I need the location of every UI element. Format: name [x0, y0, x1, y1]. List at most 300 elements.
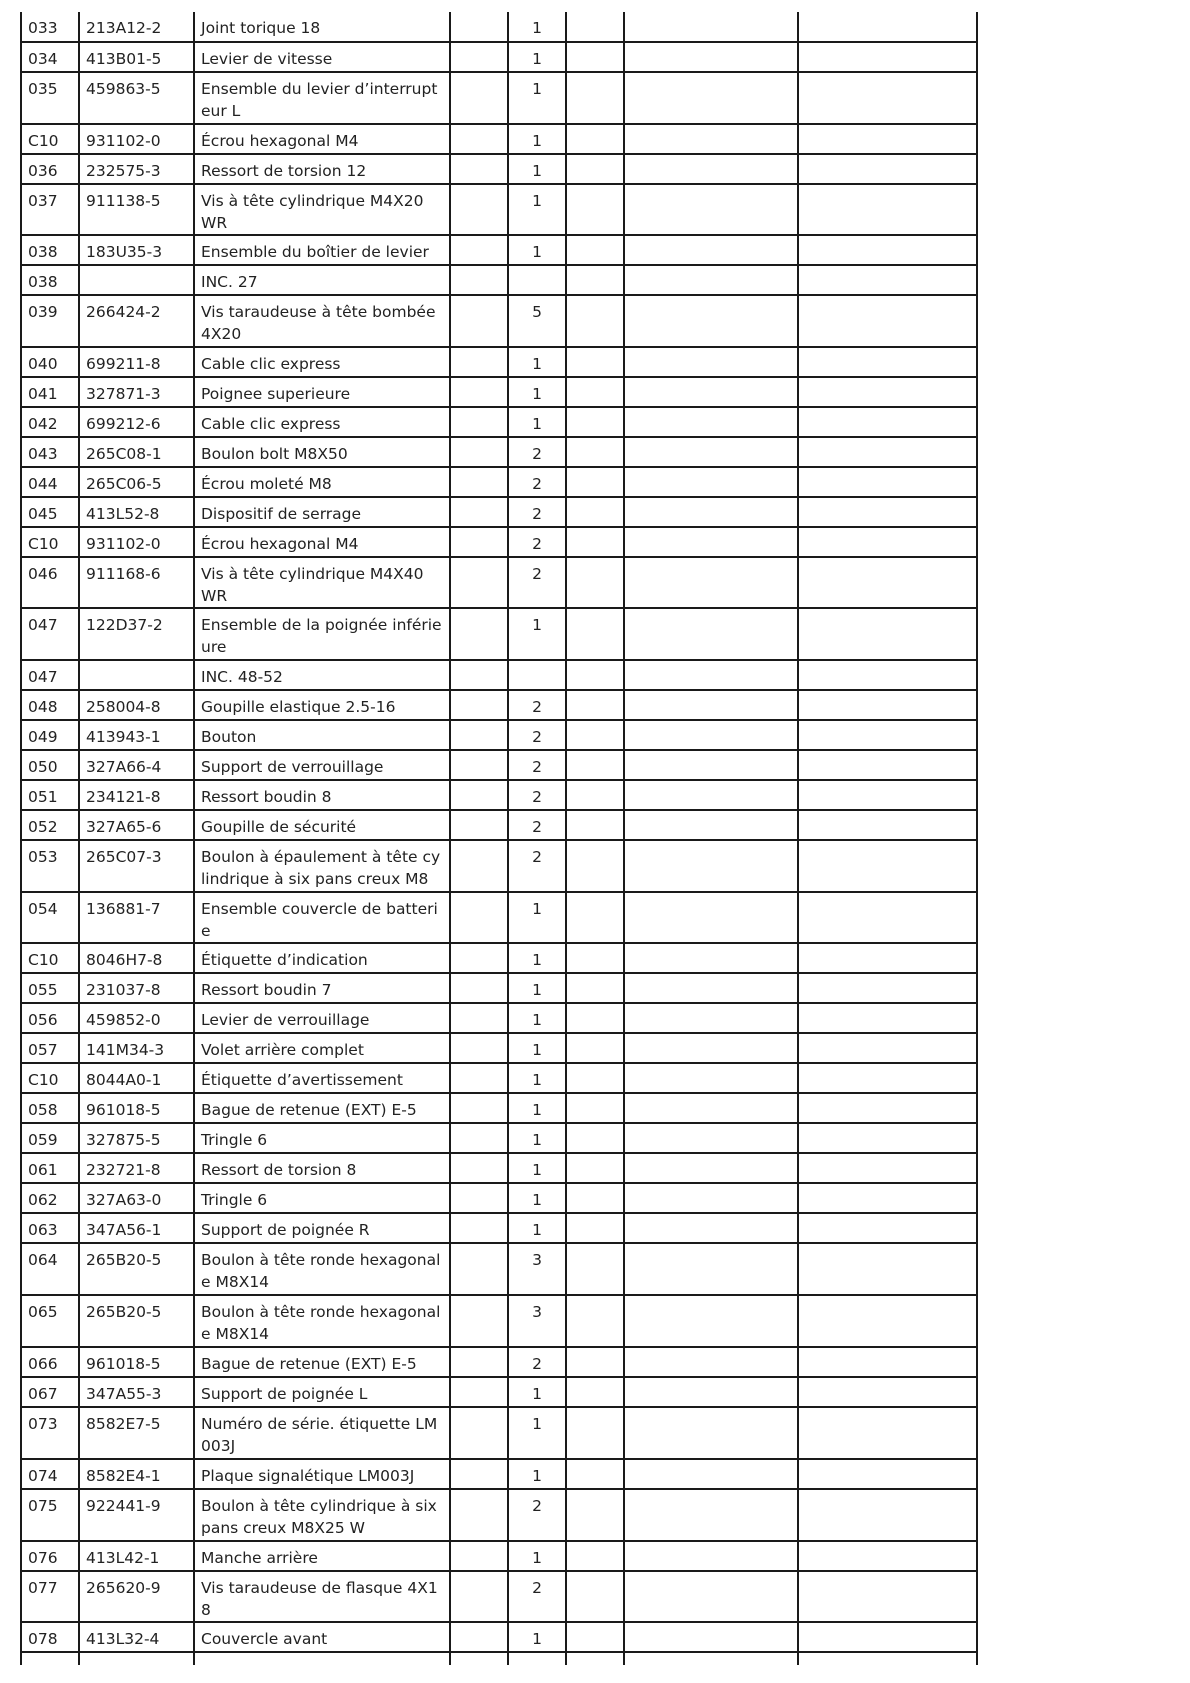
empty-cell [450, 1571, 508, 1622]
part-number-cell: 922441-9 [79, 1489, 194, 1541]
empty-cell [624, 557, 798, 608]
empty-cell [624, 235, 798, 265]
item-number-cell: 037 [21, 184, 79, 235]
item-number-cell: 049 [21, 720, 79, 750]
quantity-cell: 1 [508, 377, 566, 407]
empty-cell [624, 347, 798, 377]
empty-cell [624, 1243, 798, 1295]
empty-cell [566, 12, 624, 42]
empty-cell [450, 377, 508, 407]
item-number-cell: 067 [21, 1377, 79, 1407]
empty-cell [450, 1243, 508, 1295]
part-number-cell: 327871-3 [79, 377, 194, 407]
table-row [21, 810, 977, 840]
table-row [21, 1093, 977, 1123]
empty-cell [450, 154, 508, 184]
table-row [21, 42, 977, 72]
quantity-cell: 3 [508, 1295, 566, 1347]
part-number-cell: 8046H7-8 [79, 943, 194, 973]
quantity-cell: 1 [508, 1063, 566, 1093]
empty-cell [624, 690, 798, 720]
empty-cell [624, 265, 798, 295]
part-number-cell [79, 660, 194, 690]
description-cell: Bouton [194, 720, 450, 750]
empty-cell [798, 1123, 977, 1153]
empty-cell [624, 608, 798, 660]
empty-cell [798, 1622, 977, 1652]
empty-cell [450, 235, 508, 265]
empty-cell [566, 750, 624, 780]
part-number-cell: 911138-5 [79, 184, 194, 235]
table-row [21, 690, 977, 720]
empty-cell [566, 124, 624, 154]
empty-cell [798, 1541, 977, 1571]
empty-cell [450, 1093, 508, 1123]
description-cell: Boulon à tête cylindrique à six pans creux M8X25 W [194, 1489, 450, 1541]
item-number-cell: 054 [21, 892, 79, 943]
part-number-cell: 232575-3 [79, 154, 194, 184]
description-cell: Levier de verrouillage [194, 1003, 450, 1033]
quantity-cell: 1 [508, 1183, 566, 1213]
empty-cell [450, 690, 508, 720]
table-row [21, 407, 977, 437]
empty-cell [798, 1093, 977, 1123]
empty-cell [450, 1377, 508, 1407]
quantity-cell: 1 [508, 72, 566, 124]
description-cell: INC. 27 [194, 265, 450, 295]
description-cell: Levier de vitesse [194, 42, 450, 72]
table-row [21, 608, 977, 660]
empty-cell [450, 780, 508, 810]
empty-cell [566, 1541, 624, 1571]
empty-cell [624, 295, 798, 347]
item-number-cell: 043 [21, 437, 79, 467]
quantity-cell: 1 [508, 154, 566, 184]
part-number-cell: 122D37-2 [79, 608, 194, 660]
empty-cell [450, 892, 508, 943]
quantity-cell: 1 [508, 184, 566, 235]
item-number-cell: 048 [21, 690, 79, 720]
quantity-cell: 1 [508, 1093, 566, 1123]
empty-cell [798, 1459, 977, 1489]
table-row [21, 1571, 977, 1622]
empty-cell [566, 72, 624, 124]
quantity-cell: 1 [508, 1003, 566, 1033]
empty-cell [798, 1407, 977, 1459]
empty-cell [450, 1622, 508, 1652]
quantity-cell: 1 [508, 124, 566, 154]
description-cell: Bague de retenue (EXT) E-5 [194, 1093, 450, 1123]
empty-cell [624, 1652, 798, 1665]
empty-cell [450, 407, 508, 437]
description-cell: Volet arrière complet [194, 1033, 450, 1063]
empty-cell [566, 1571, 624, 1622]
empty-cell [798, 72, 977, 124]
part-number-cell: 265B20-5 [79, 1243, 194, 1295]
part-number-cell: 413B01-5 [79, 42, 194, 72]
quantity-cell: 1 [508, 12, 566, 42]
quantity-cell: 2 [508, 497, 566, 527]
empty-cell [566, 42, 624, 72]
description-cell: Ressort boudin 8 [194, 780, 450, 810]
part-number-cell: 931102-0 [79, 527, 194, 557]
empty-cell [450, 527, 508, 557]
part-number-cell: 8582E4-1 [79, 1459, 194, 1489]
description-cell: Ensemble du boîtier de levier [194, 235, 450, 265]
empty-cell [566, 184, 624, 235]
description-cell: Vis taraudeuse de flasque 4X18 [194, 1571, 450, 1622]
part-number-cell: 327A65-6 [79, 810, 194, 840]
table-row [21, 1003, 977, 1033]
empty-cell [450, 1033, 508, 1063]
quantity-cell: 1 [508, 1459, 566, 1489]
empty-cell [624, 780, 798, 810]
table-row [21, 1347, 977, 1377]
empty-cell [566, 407, 624, 437]
part-number-cell: 327A63-0 [79, 1183, 194, 1213]
table-row [21, 750, 977, 780]
empty-cell [566, 1622, 624, 1652]
empty-cell [566, 943, 624, 973]
empty-cell [566, 1003, 624, 1033]
quantity-cell: 5 [508, 295, 566, 347]
item-number-cell: 073 [21, 1407, 79, 1459]
part-number-cell: 961018-5 [79, 1347, 194, 1377]
item-number-cell: 047 [21, 608, 79, 660]
table-row [21, 1123, 977, 1153]
quantity-cell: 1 [508, 973, 566, 1003]
quantity-cell: 2 [508, 1571, 566, 1622]
empty-cell [624, 892, 798, 943]
empty-cell [624, 407, 798, 437]
part-number-cell: 265C06-5 [79, 467, 194, 497]
empty-cell [624, 1153, 798, 1183]
empty-cell [566, 1652, 624, 1665]
table-row [21, 780, 977, 810]
item-number-cell: 066 [21, 1347, 79, 1377]
description-cell: Goupille de sécurité [194, 810, 450, 840]
description-cell: Tringle 6 [194, 1183, 450, 1213]
empty-cell [624, 1093, 798, 1123]
part-number-cell: 234121-8 [79, 780, 194, 810]
description-cell: Boulon bolt M8X50 [194, 437, 450, 467]
empty-cell [450, 810, 508, 840]
table-row [21, 1459, 977, 1489]
quantity-cell: 1 [508, 1123, 566, 1153]
empty-cell [798, 892, 977, 943]
item-number-cell: 038 [21, 265, 79, 295]
description-cell: Goupille elastique 2.5-16 [194, 690, 450, 720]
part-number-cell: 213A12-2 [79, 12, 194, 42]
item-number-cell: 046 [21, 557, 79, 608]
quantity-cell: 2 [508, 810, 566, 840]
description-cell: Étiquette d’avertissement [194, 1063, 450, 1093]
empty-cell [798, 377, 977, 407]
item-number-cell: 056 [21, 1003, 79, 1033]
empty-cell [450, 1407, 508, 1459]
item-number-cell: 051 [21, 780, 79, 810]
empty-cell [566, 347, 624, 377]
empty-cell [450, 720, 508, 750]
empty-cell [450, 1123, 508, 1153]
empty-cell [624, 1183, 798, 1213]
empty-cell [566, 1459, 624, 1489]
part-number-cell: 413L32-4 [79, 1622, 194, 1652]
empty-cell [450, 840, 508, 892]
quantity-cell: 2 [508, 720, 566, 750]
empty-cell [566, 295, 624, 347]
part-number-cell: 231037-8 [79, 973, 194, 1003]
empty-cell [566, 1377, 624, 1407]
part-number-cell: 136881-7 [79, 892, 194, 943]
empty-cell [624, 1123, 798, 1153]
quantity-cell: 2 [508, 840, 566, 892]
description-cell: Joint torique 18 [194, 12, 450, 42]
item-number-cell: 064 [21, 1243, 79, 1295]
empty-cell [624, 527, 798, 557]
empty-cell [624, 467, 798, 497]
empty-cell [566, 377, 624, 407]
description-cell: Boulon à épaulement à tête cylindrique à six pans creux M8 [194, 840, 450, 892]
quantity-cell: 1 [508, 943, 566, 973]
part-number-cell: 258004-8 [79, 690, 194, 720]
empty-cell [450, 943, 508, 973]
empty-cell [798, 1652, 977, 1665]
part-number-cell: 347A56-1 [79, 1213, 194, 1243]
description-cell: Écrou hexagonal M4 [194, 124, 450, 154]
empty-cell [624, 184, 798, 235]
item-number-cell: 053 [21, 840, 79, 892]
description-cell: INC. 48-52 [194, 660, 450, 690]
empty-cell [624, 1063, 798, 1093]
item-number-cell: 076 [21, 1541, 79, 1571]
empty-cell [624, 1459, 798, 1489]
empty-cell [450, 660, 508, 690]
part-number-cell: 141M34-3 [79, 1033, 194, 1063]
empty-cell [450, 12, 508, 42]
description-cell: Écrou moleté M8 [194, 467, 450, 497]
empty-cell [624, 1213, 798, 1243]
empty-cell [450, 184, 508, 235]
part-number-cell: 413L52-8 [79, 497, 194, 527]
table-row-continuation [21, 1652, 977, 1665]
quantity-cell: 1 [508, 235, 566, 265]
empty-cell [21, 1652, 79, 1665]
empty-cell [624, 1003, 798, 1033]
empty-cell [798, 407, 977, 437]
item-number-cell: 052 [21, 810, 79, 840]
table-row [21, 1407, 977, 1459]
empty-cell [450, 497, 508, 527]
empty-cell [624, 124, 798, 154]
part-number-cell: 183U35-3 [79, 235, 194, 265]
item-number-cell: 078 [21, 1622, 79, 1652]
item-number-cell: C10 [21, 527, 79, 557]
empty-cell [798, 1153, 977, 1183]
empty-cell [450, 1213, 508, 1243]
empty-cell [624, 1347, 798, 1377]
description-cell: Numéro de série. étiquette LM003J [194, 1407, 450, 1459]
item-number-cell: 057 [21, 1033, 79, 1063]
empty-cell [624, 943, 798, 973]
item-number-cell: 059 [21, 1123, 79, 1153]
description-cell: Ensemble couvercle de batterie [194, 892, 450, 943]
empty-cell [624, 1295, 798, 1347]
table-row [21, 1243, 977, 1295]
item-number-cell: 075 [21, 1489, 79, 1541]
table-row [21, 1489, 977, 1541]
quantity-cell: 1 [508, 1033, 566, 1063]
quantity-cell: 2 [508, 750, 566, 780]
item-number-cell: 047 [21, 660, 79, 690]
empty-cell [566, 1347, 624, 1377]
part-number-cell: 265C08-1 [79, 437, 194, 467]
quantity-cell: 2 [508, 527, 566, 557]
empty-cell [624, 1407, 798, 1459]
description-cell: Boulon à tête ronde hexagonale M8X14 [194, 1243, 450, 1295]
empty-cell [566, 154, 624, 184]
empty-cell [566, 1063, 624, 1093]
quantity-cell: 2 [508, 467, 566, 497]
description-cell: Cable clic express [194, 347, 450, 377]
empty-cell [624, 12, 798, 42]
table-row [21, 1033, 977, 1063]
item-number-cell: 042 [21, 407, 79, 437]
quantity-cell [508, 265, 566, 295]
description-cell: Boulon à tête ronde hexagonale M8X14 [194, 1295, 450, 1347]
empty-cell [566, 1489, 624, 1541]
item-number-cell: 044 [21, 467, 79, 497]
empty-cell [450, 437, 508, 467]
empty-cell [798, 608, 977, 660]
empty-cell [450, 750, 508, 780]
empty-cell [798, 1033, 977, 1063]
empty-cell [566, 1033, 624, 1063]
table-row [21, 527, 977, 557]
empty-cell [566, 810, 624, 840]
item-number-cell: 041 [21, 377, 79, 407]
empty-cell [450, 124, 508, 154]
table-row [21, 720, 977, 750]
item-number-cell: 038 [21, 235, 79, 265]
description-cell: Cable clic express [194, 407, 450, 437]
part-number-cell: 327875-5 [79, 1123, 194, 1153]
empty-cell [566, 235, 624, 265]
quantity-cell: 1 [508, 407, 566, 437]
empty-cell [450, 1489, 508, 1541]
description-cell: Poignee superieure [194, 377, 450, 407]
table-row [21, 1622, 977, 1652]
part-number-cell: 265C07-3 [79, 840, 194, 892]
description-cell: Vis à tête cylindrique M4X40 WR [194, 557, 450, 608]
empty-cell [566, 690, 624, 720]
description-cell: Manche arrière [194, 1541, 450, 1571]
empty-cell [624, 1489, 798, 1541]
empty-cell [450, 1459, 508, 1489]
empty-cell [566, 497, 624, 527]
table-row [21, 1295, 977, 1347]
part-number-cell: 413943-1 [79, 720, 194, 750]
empty-cell [798, 1063, 977, 1093]
table-row [21, 892, 977, 943]
empty-cell [798, 184, 977, 235]
empty-cell [194, 1652, 450, 1665]
empty-cell [624, 72, 798, 124]
empty-cell [450, 72, 508, 124]
empty-cell [450, 1153, 508, 1183]
item-number-cell: C10 [21, 943, 79, 973]
part-number-cell: 232721-8 [79, 1153, 194, 1183]
empty-cell [798, 1243, 977, 1295]
quantity-cell: 1 [508, 1153, 566, 1183]
item-number-cell: 061 [21, 1153, 79, 1183]
empty-cell [798, 690, 977, 720]
description-cell: Support de poignée R [194, 1213, 450, 1243]
empty-cell [798, 750, 977, 780]
empty-cell [450, 1063, 508, 1093]
quantity-cell: 2 [508, 780, 566, 810]
empty-cell [624, 377, 798, 407]
empty-cell [798, 42, 977, 72]
empty-cell [798, 124, 977, 154]
quantity-cell: 2 [508, 690, 566, 720]
empty-cell [798, 527, 977, 557]
description-cell: Plaque signalétique LM003J [194, 1459, 450, 1489]
item-number-cell: 074 [21, 1459, 79, 1489]
empty-cell [566, 840, 624, 892]
empty-cell [566, 557, 624, 608]
empty-cell [798, 840, 977, 892]
empty-cell [566, 1183, 624, 1213]
empty-cell [566, 1407, 624, 1459]
empty-cell [566, 780, 624, 810]
empty-cell [798, 497, 977, 527]
empty-cell [450, 608, 508, 660]
empty-cell [798, 1213, 977, 1243]
table-row [21, 467, 977, 497]
empty-cell [798, 12, 977, 42]
empty-cell [508, 1652, 566, 1665]
empty-cell [566, 1093, 624, 1123]
empty-cell [624, 437, 798, 467]
table-row [21, 154, 977, 184]
empty-cell [798, 154, 977, 184]
table-row [21, 840, 977, 892]
parts-table-body [21, 12, 977, 1665]
empty-cell [566, 1243, 624, 1295]
empty-cell [450, 1541, 508, 1571]
item-number-cell: 077 [21, 1571, 79, 1622]
part-number-cell: 265B20-5 [79, 1295, 194, 1347]
table-row [21, 973, 977, 1003]
description-cell: Ensemble de la poignée inférieure [194, 608, 450, 660]
item-number-cell: C10 [21, 124, 79, 154]
part-number-cell: 347A55-3 [79, 1377, 194, 1407]
table-row [21, 235, 977, 265]
quantity-cell: 1 [508, 1407, 566, 1459]
part-number-cell: 266424-2 [79, 295, 194, 347]
part-number-cell: 459852-0 [79, 1003, 194, 1033]
quantity-cell: 1 [508, 42, 566, 72]
item-number-cell: 034 [21, 42, 79, 72]
item-number-cell: 036 [21, 154, 79, 184]
part-number-cell: 413L42-1 [79, 1541, 194, 1571]
empty-cell [798, 810, 977, 840]
table-row [21, 184, 977, 235]
description-cell: Couvercle avant [194, 1622, 450, 1652]
empty-cell [798, 660, 977, 690]
description-cell: Dispositif de serrage [194, 497, 450, 527]
